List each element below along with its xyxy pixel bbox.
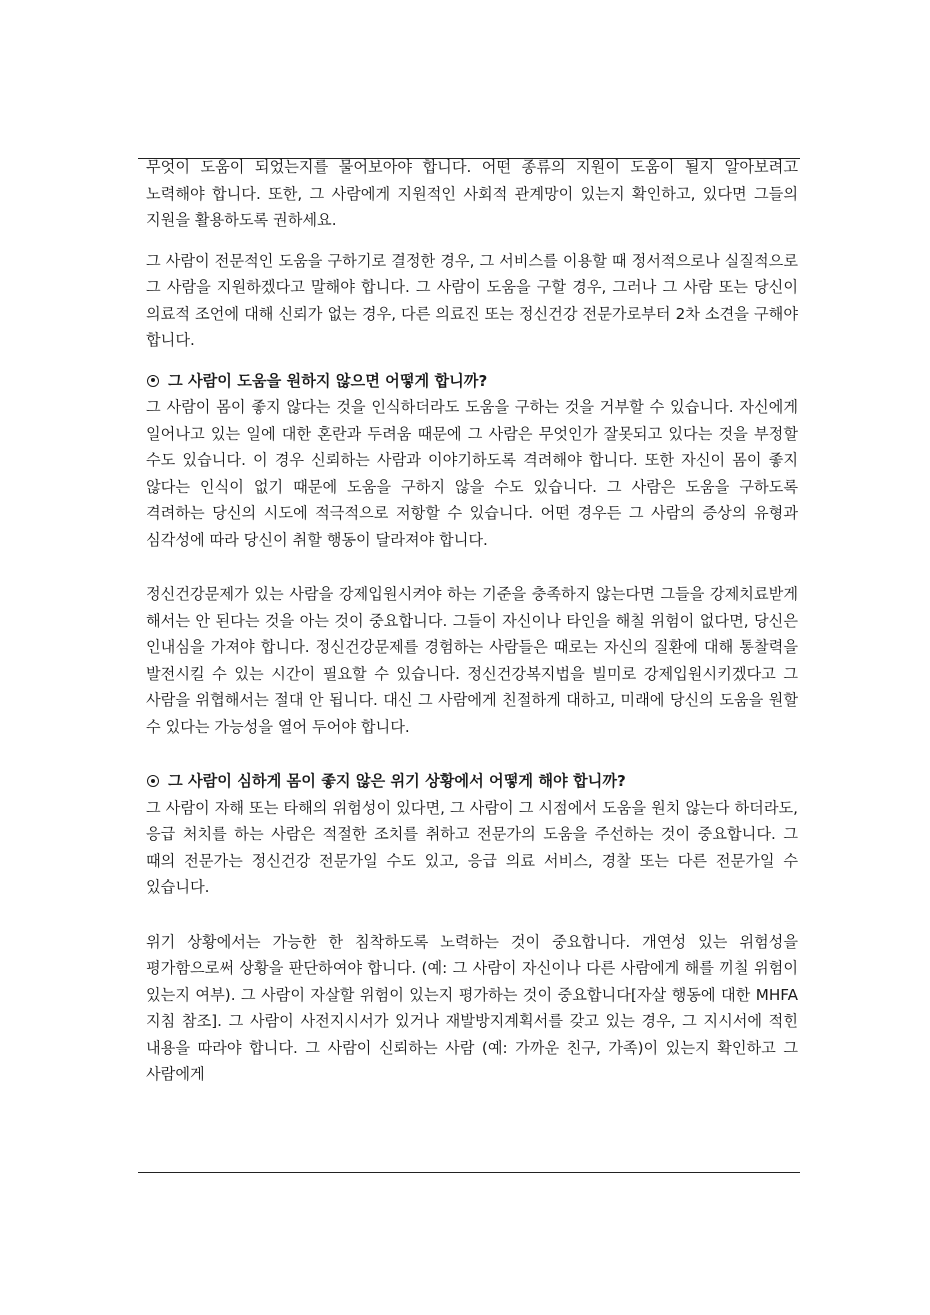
paragraph-professional-help: 그 사람이 전문적인 도움을 구하기로 결정한 경우, 그 서비스를 이용할 때 정서적으로나 실질적으로 그 사람을 지원하겠다고 말해야 합니다. 그 사람이 도움을 구할 경우, 그러나 그 사람 또는 당신이 의료적 조언에 대해 신뢰가 없는 경우, 다른 의료진 또는 정신건강 전문가로부터 2차 소견을 구해야 합니다. — [146, 251, 798, 349]
paragraph-helpful-support: 무엇이 도움이 되었는지를 물어보아야 합니다. 어떤 종류의 지원이 도움이 될지 알아보려고 노력해야 합니다. 또한, 그 사람에게 지원적인 사회적 관계망이 있는지 확인하고, 있다면 그들의 지원을 활용하도록 권하세요. — [146, 158, 798, 229]
heading-refuses-help — [146, 368, 798, 395]
circle-bullet-icon — [147, 775, 159, 787]
bottom-rule — [138, 1172, 800, 1173]
heading-crisis — [146, 768, 798, 795]
paragraph-involuntary-admission: 정신건강문제가 있는 사람을 강제입원시켜야 하는 기준을 충족하지 않는다면 그들을 강제치료받게 해서는 안 된다는 것을 아는 것이 중요합니다. 그들이 자신이나 타인을 해칠 위험이 없다면, 당신은 인내심을 가져야 합니다. 정신건강문제를 경험하는 사람들은 때로는 자신의 질환에 대해 통찰력을 발전시킬 수 있는 시간이 필요할 수 있습니다. 정신건강복지법을 빌미로 강제입원시키겠다고 그 사람을 위협해서는 절대 안 됩니다. 대신 그 사람에게 친절하게 대하고, 미래에 당신의 도움을 원할 수 있다는 가능성을 열어 두어야 합니다. — [146, 585, 798, 736]
paragraph-crisis: 그 사람이 자해 또는 타해의 위험성이 있다면, 그 사람이 그 시점에서 도움을 원치 않는다 하더라도, 응급 처치를 하는 사람은 적절한 조치를 취하고 전문가의 도움을 주선하는 것이 중요합니다. 그 때의 전문가는 정신건강 전문가일 수도 있고, 응급 의료 서비스, 경찰 또는 다른 전문가일 수 있습니다. — [146, 798, 798, 896]
document-body — [146, 154, 798, 1088]
paragraph-stay-calm: 위기 상황에서는 가능한 한 침착하도록 노력하는 것이 중요합니다. 개연성 있는 위험성을 평가함으로써 상황을 판단하여야 합니다. (예: 그 사람이 자신이나 다른 사람에게 해를 끼칠 위험이 있는지 여부). 그 사람이 자살할 위험이 있는지 평가하는 것이 중요합니다[자살 행동에 대한 MHFA 지침 참조]. 그 사람이 사전지시서가 있거나 재발방지계획서를 갖고 있는 경우, 그 지시서에 적힌 내용을 따라야 합니다. 그 사람이 신뢰하는 사람 (예: 가까운 친구, 가족)이 있는지 확인하고 그 사람에게 — [146, 932, 798, 1083]
heading-refuses-help-text: 그 사람이 도움을 원하지 않으면 어떻게 합니까? — [168, 371, 488, 390]
paragraph-refuses-help: 그 사람이 몸이 좋지 않다는 것을 인식하더라도 도움을 구하는 것을 거부할 수 있습니다. 자신에게 일어나고 있는 일에 대한 혼란과 두려움 때문에 그 사람은 무엇인가 잘못되고 있다는 것을 부정할 수도 있습니다. 이 경우 신뢰하는 사람과 이야기하도록 격려해야 합니다. 또한 자신이 몸이 좋지 않다는 인식이 없기 때문에 도움을 구하지 않을 수도 있습니다. 그 사람은 도움을 구하도록 격려하는 당신의 시도에 적극적으로 저항할 수 있습니다. 어떤 경우든 그 사람의 증상의 유형과 심각성에 따라 당신이 취할 행동이 달라져야 합니다. — [146, 398, 798, 549]
circle-bullet-icon — [147, 375, 159, 387]
heading-crisis-text: 그 사람이 심하게 몸이 좋지 않은 위기 상황에서 어떻게 해야 합니까? — [168, 772, 626, 790]
